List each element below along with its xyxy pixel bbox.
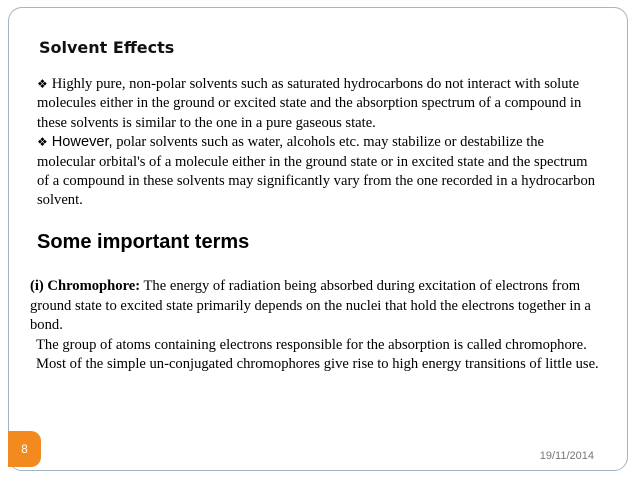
bullet-2-text: polar solvents such as water, alcohols etc. may stabilize or destabilize the molecular orbital's of a molecule either in the ground state or in excited state and the spectrum of a compound in these solvents may significantly vary from the one recorded in a hydrocarbon solvent. <box>37 134 596 209</box>
section-title: Solvent Effects <box>39 38 175 57</box>
page-number-badge: 8 <box>8 431 41 467</box>
term-description: The energy of radiation being absorbed during excitation of electrons from ground state to excited state primarily depends on the nuclei that hold the electrons together in a bond. <box>30 278 591 334</box>
bullet-paragraph-1 <box>37 75 597 133</box>
bullet-2-lead: However, <box>51 134 113 151</box>
chromophore-paragraph <box>30 277 610 336</box>
terms-text <box>30 277 610 375</box>
bullet-paragraph-2 <box>37 133 597 211</box>
diamond-bullet-icon: ❖ <box>37 77 48 91</box>
slide-date: 19/11/2014 <box>539 450 594 462</box>
diamond-bullet-icon: ❖ <box>37 135 48 150</box>
term-description-2: The group of atoms containing electrons responsible for the absorption is called chromophore. Most of the simple un-conjugated chromophores give rise to high energy transitions of little use. <box>36 336 599 373</box>
solvent-effects-text <box>37 75 597 211</box>
term-label: (i) Chromophore: <box>30 278 141 294</box>
terms-heading: Some important terms <box>37 231 250 253</box>
chromophore-definition <box>30 336 610 375</box>
bullet-1-text: Highly pure, non-polar solvents such as saturated hydrocarbons do not interact with solute molecules either in the ground or excited state and the absorption spectrum of a compound in these solvents is similar to the one in a pure gaseous state. <box>37 76 582 131</box>
